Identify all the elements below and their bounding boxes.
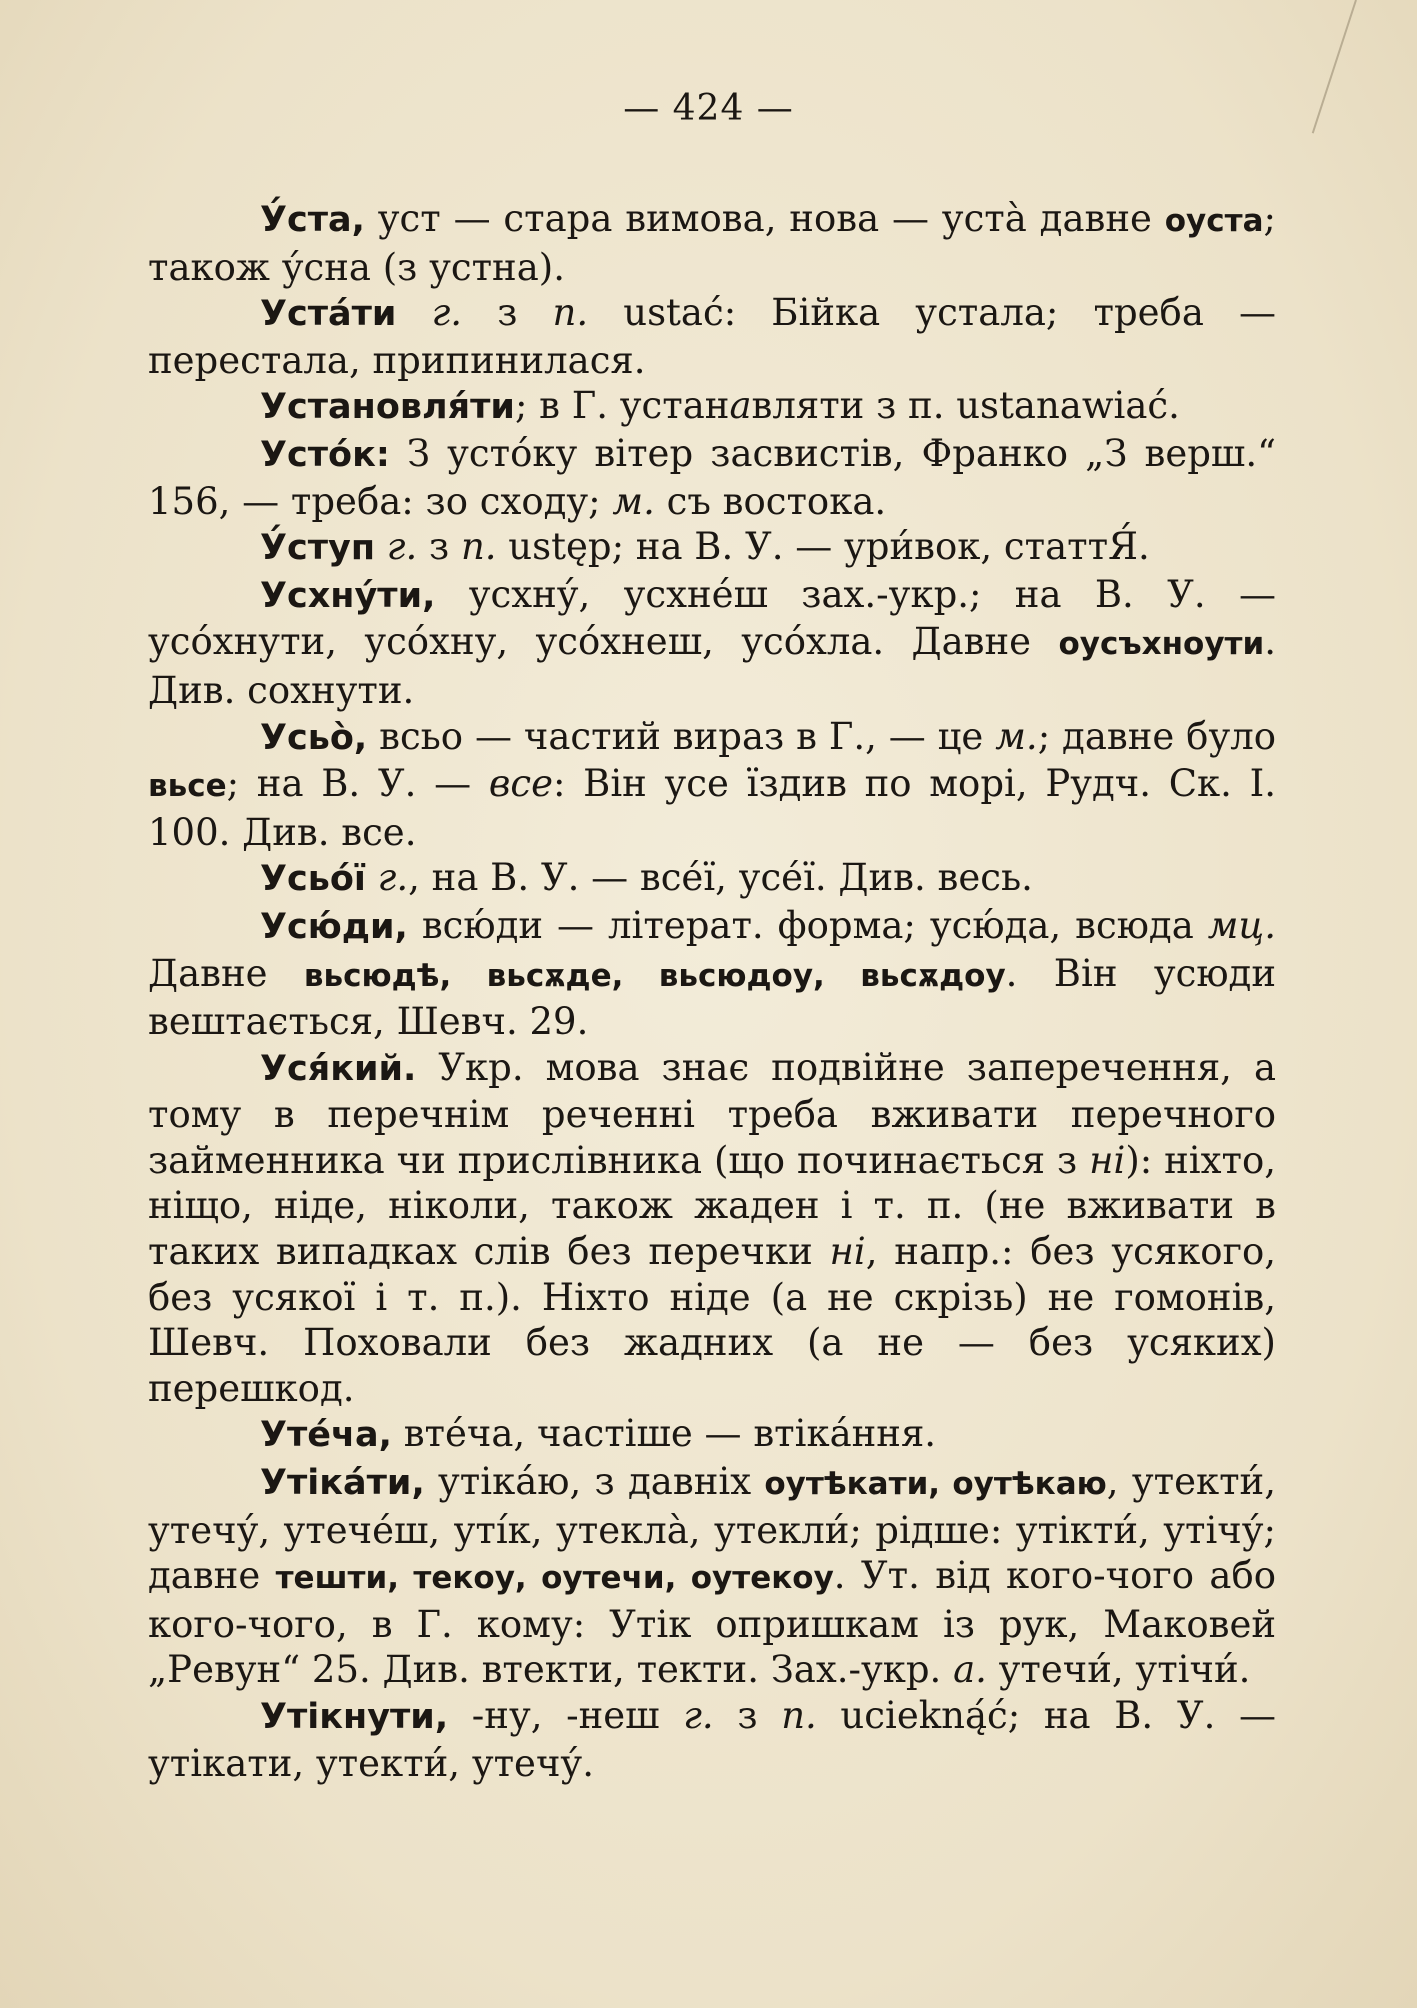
italic-abbrev: ні [829,1230,866,1274]
entry-text: усхну́, усхне́ш зах.-укр.; на В. У. — усо́хнути, усо́хну, усо́хнеш, усо́хла. Давне [148,572,1276,664]
italic-abbrev: м. [612,479,655,523]
entry-text: утечи́, утічи́. [986,1648,1251,1692]
old-church-form: вьсюдѣ, вьсѫде, вьсюдоу, вьсѫдоу [303,957,1006,994]
entry-text: . Див. сохнути. [148,620,1276,712]
entry-text: всьо — частий вираз в Г., — це [367,714,996,758]
entry-text [375,525,387,568]
entry-headword: Усьо̀, [260,717,368,758]
entry-text: ): ніхто, ніщо, ніде, ніколи, також жаден і т. п. (не вживати в таких випадках слів без перечки [148,1138,1276,1274]
entry-headword: Усю́ди, [260,906,408,947]
entry-text: . Він усюди вештається, Шевч. 29. [148,951,1276,1044]
entry-text: ustęp; на В. У. — ури́вок, статтЯ́. [496,525,1150,569]
entry-text: Давне [148,951,304,995]
entry-headword: Усхну́ти, [260,575,436,616]
entry-text: ; давне було [1037,714,1276,758]
italic-abbrev: мц. [1207,903,1276,947]
entry-text [366,856,378,899]
entry-headword: Усьо́ї [260,859,366,900]
dictionary-entry [148,431,1276,524]
entry-text: , на В. У. — все́ї, усе́ї. Див. весь. [408,856,1033,900]
dictionary-entry [148,1045,1276,1412]
italic-abbrev: п. [552,291,589,335]
entry-text: Укр. мова знає подвійне заперечення, а тому в перечнім реченні треба вживати перечного займенника чи прислівника (що починається з [148,1045,1276,1182]
italic-abbrev: п. [781,1694,817,1737]
entry-text: З усто́ку вітер засвистів, Франко „З верш.“ 156, — треба: зо сходу; [148,431,1276,523]
old-church-form: оутѣкати, оутѣкаю [764,1466,1107,1503]
entry-headword: Утіка́ти, [260,1463,425,1504]
italic-abbrev: г. [377,856,409,900]
dictionary-entry [148,855,1276,903]
dictionary-entry [148,572,1276,714]
dictionary-entry [148,1411,1276,1459]
italic-abbrev: а. [953,1648,987,1692]
dictionary-entry [148,1693,1276,1786]
dictionary-column [148,196,1276,1786]
entry-headword: Усто́к: [260,434,390,475]
entry-text: ; також у́сна (з устна). [148,197,1276,289]
entry-text: -ну, -неш [448,1694,684,1737]
entry-headword: Установля́ти [260,387,515,428]
entry-text: . Ут. від кого-чого або кого-чого, в Г. кому: Утік опришкам із рук, Маковей „Ревун“ 25. Див. втекти, текти. Зах.-укр. [148,1554,1276,1692]
page-number: — 424 — [623,88,794,129]
dictionary-entry [148,196,1276,290]
entry-text: уст — стара вимова, нова — уста̀ давне [364,197,1165,240]
dictionary-entry [148,290,1276,383]
entry-text: : Він усе їздив по морі, Рудч. Ск. І. 100. Див. все. [148,762,1276,854]
entry-headword: У́ступ [260,528,376,569]
entry-text: всю́ди — літерат. форма; усю́да, всюда [407,903,1208,947]
entry-text: з [462,291,553,335]
entry-text: з [417,525,461,569]
entry-text: утіка́ю, з давніх [424,1460,765,1504]
old-church-form: оусъхноути [1058,626,1265,663]
entry-text: ; на В. У. — [226,762,489,806]
entry-text: , утекти́, утечу́, утече́ш, уті́к, утекла̀, утекли́; рідше: утікти́, утічу́; давне [148,1460,1276,1598]
entry-text: съ востока. [654,479,887,523]
entry-headword: Уста́ти [260,294,397,335]
entry-text [396,291,431,334]
old-church-form: тешти, текоу, оутечи, оутекоу [275,1560,834,1597]
old-church-form: вьсе [148,768,227,805]
dictionary-entry [148,903,1276,1045]
dictionary-entry [148,383,1276,431]
entry-text: вляти з п. ustanawiać. [751,384,1180,428]
italic-abbrev: все [488,762,553,806]
dictionary-entry [148,524,1276,572]
entry-text: з [713,1694,782,1737]
entry-headword: Утікнути, [260,1697,449,1737]
entry-text: ; в Г. устан [514,384,730,428]
dictionary-entry [148,714,1276,856]
old-church-form: оуста [1164,203,1264,239]
dictionary-entry [148,1459,1276,1693]
italic-abbrev: п. [460,525,497,569]
italic-abbrev: г. [386,525,418,569]
entry-text: uciekną́ć; на В. У. — утікати, утекти́, утечу́. [148,1694,1276,1785]
italic-abbrev: г. [683,1694,714,1737]
italic-abbrev: м. [995,714,1038,758]
entry-headword: У́ста, [260,200,365,240]
italic-abbrev: г. [431,291,463,335]
entry-headword: Уте́ча, [260,1415,392,1456]
entry-text: ustać: Бійка устала; треба — перестала, припинилася. [148,291,1277,382]
italic-abbrev: ні [1089,1138,1126,1182]
entry-text: вте́ча, частіше — втіка́ння. [391,1412,937,1456]
entry-text: , напр.: без усякого, без усякої і т. п.). Ніхто ніде (а не скрізь) не гомонів, Шевч. Поховали без жадних (а не — без усяких) перешкод. [148,1230,1276,1410]
entry-headword: Уся́кий. [260,1048,417,1089]
italic-abbrev: а [729,384,752,428]
